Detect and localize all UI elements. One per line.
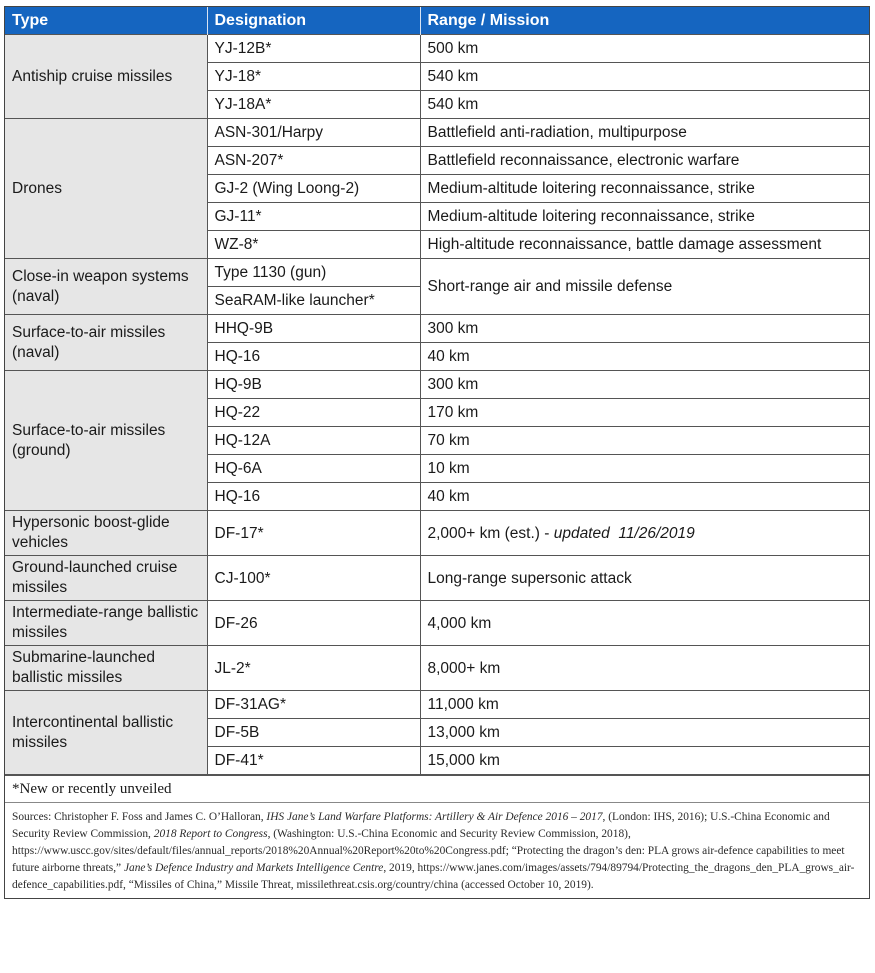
type-cell: Drones	[5, 119, 207, 259]
source-text: , (London: IHS, 2016); U.S.-China Economic and Security Review Commission,	[12, 811, 830, 840]
source-text: Sources: Christopher F. Foss and James C. O’Halloran,	[12, 811, 267, 823]
designation-cell: DF-31AG*	[207, 691, 420, 719]
table-row	[5, 601, 869, 646]
table-row	[5, 691, 869, 719]
header-type: Type	[5, 7, 207, 35]
source-title: Jane’s Defence Industry and Markets Intelligence Centre	[123, 862, 384, 874]
mission-cell: Battlefield anti-radiation, multipurpose	[420, 119, 869, 147]
designation-cell: YJ-18A*	[207, 91, 420, 119]
weapons-table	[5, 7, 869, 775]
footnote: *New or recently unveiled	[12, 781, 172, 797]
designation-cell: YJ-18*	[207, 63, 420, 91]
designation-cell: HQ-22	[207, 399, 420, 427]
mission-cell	[420, 511, 869, 556]
mission-cell: Short-range air and missile defense	[420, 259, 869, 315]
table-row	[5, 259, 869, 287]
type-cell: Surface-to-air missiles (naval)	[5, 315, 207, 371]
designation-cell: DF-26	[207, 601, 420, 646]
designation-cell: WZ-8*	[207, 231, 420, 259]
type-cell: Ground-launched cruise missiles	[5, 556, 207, 601]
table-row	[5, 371, 869, 399]
designation-cell: SeaRAM-like launcher*	[207, 287, 420, 315]
designation-cell: HQ-16	[207, 483, 420, 511]
mission-cell: Medium-altitude loitering reconnaissance, strike	[420, 175, 869, 203]
designation-cell: CJ-100*	[207, 556, 420, 601]
designation-cell: HHQ-9B	[207, 315, 420, 343]
mission-cell: 15,000 km	[420, 747, 869, 775]
mission-cell: Long-range supersonic attack	[420, 556, 869, 601]
table-body	[5, 35, 869, 775]
designation-cell: HQ-16	[207, 343, 420, 371]
source-text: , (Washington: U.S.-China Economic and Security Review Commission, 2018), https://www.uscc.gov/sites/default/files/annual_reports/2018%20Annual%20Report%20to%20Congress.pdf; “Protecting the dragon’s den: PLA grows air-defence capabilities to meet future airborne threats,”	[12, 828, 845, 874]
mission-cell: 300 km	[420, 371, 869, 399]
mission-cell: 13,000 km	[420, 719, 869, 747]
mission-cell: 500 km	[420, 35, 869, 63]
type-cell: Intermediate-range ballistic missiles	[5, 601, 207, 646]
designation-cell: YJ-12B*	[207, 35, 420, 63]
table-row	[5, 556, 869, 601]
header-designation: Designation	[207, 7, 420, 35]
table-header-row	[5, 7, 869, 35]
mission-cell: 70 km	[420, 427, 869, 455]
designation-cell: DF-17*	[207, 511, 420, 556]
mission-cell: 10 km	[420, 455, 869, 483]
source-text: , 2019, https://www.janes.com/images/assets/794/89794/Protecting_the_dragons_den_PLA_grows_air-defence_capabilities.pdf, “Missiles of China,” Missile Threat, missilethreat.csis.org/country/china (accessed October 10, 2019).	[12, 862, 855, 891]
type-cell: Close-in weapon systems (naval)	[5, 259, 207, 315]
mission-cell: 40 km	[420, 483, 869, 511]
designation-cell: DF-5B	[207, 719, 420, 747]
type-cell: Intercontinental ballistic missiles	[5, 691, 207, 775]
table-row	[5, 119, 869, 147]
mission-cell: Battlefield reconnaissance, electronic warfare	[420, 147, 869, 175]
table-row	[5, 315, 869, 343]
designation-cell: Type 1130 (gun)	[207, 259, 420, 287]
mission-cell: 40 km	[420, 343, 869, 371]
table-footer	[5, 775, 869, 898]
update-note: updated 11/26/2019	[553, 524, 695, 542]
mission-text: 2,000+ km (est.) -	[427, 524, 554, 542]
designation-cell: HQ-12A	[207, 427, 420, 455]
mission-cell: 11,000 km	[420, 691, 869, 719]
table-row	[5, 511, 869, 556]
mission-cell: 540 km	[420, 63, 869, 91]
designation-cell: JL-2*	[207, 646, 420, 691]
source-title: IHS Jane’s Land Warfare Platforms: Artillery & Air Defence 2016 – 2017	[266, 811, 603, 823]
designation-cell: ASN-207*	[207, 147, 420, 175]
table-row	[5, 35, 869, 63]
table-row	[5, 646, 869, 691]
designation-cell: HQ-9B	[207, 371, 420, 399]
designation-cell: GJ-2 (Wing Loong-2)	[207, 175, 420, 203]
type-cell: Submarine-launched ballistic missiles	[5, 646, 207, 691]
mission-cell: High-altitude reconnaissance, battle damage assessment	[420, 231, 869, 259]
designation-cell: HQ-6A	[207, 455, 420, 483]
type-cell: Surface-to-air missiles (ground)	[5, 371, 207, 511]
mission-cell: 8,000+ km	[420, 646, 869, 691]
type-cell: Hypersonic boost-glide vehicles	[5, 511, 207, 556]
source-title: 2018 Report to Congress	[153, 828, 268, 840]
mission-cell: 300 km	[420, 315, 869, 343]
sources-citation	[5, 802, 869, 898]
mission-cell: Medium-altitude loitering reconnaissance, strike	[420, 203, 869, 231]
header-range-mission: Range / Mission	[420, 7, 869, 35]
designation-cell: GJ-11*	[207, 203, 420, 231]
mission-cell: 170 km	[420, 399, 869, 427]
type-cell: Antiship cruise missiles	[5, 35, 207, 119]
mission-cell: 540 km	[420, 91, 869, 119]
designation-cell: ASN-301/Harpy	[207, 119, 420, 147]
designation-cell: DF-41*	[207, 747, 420, 775]
mission-cell: 4,000 km	[420, 601, 869, 646]
weapons-table-container	[4, 6, 870, 899]
